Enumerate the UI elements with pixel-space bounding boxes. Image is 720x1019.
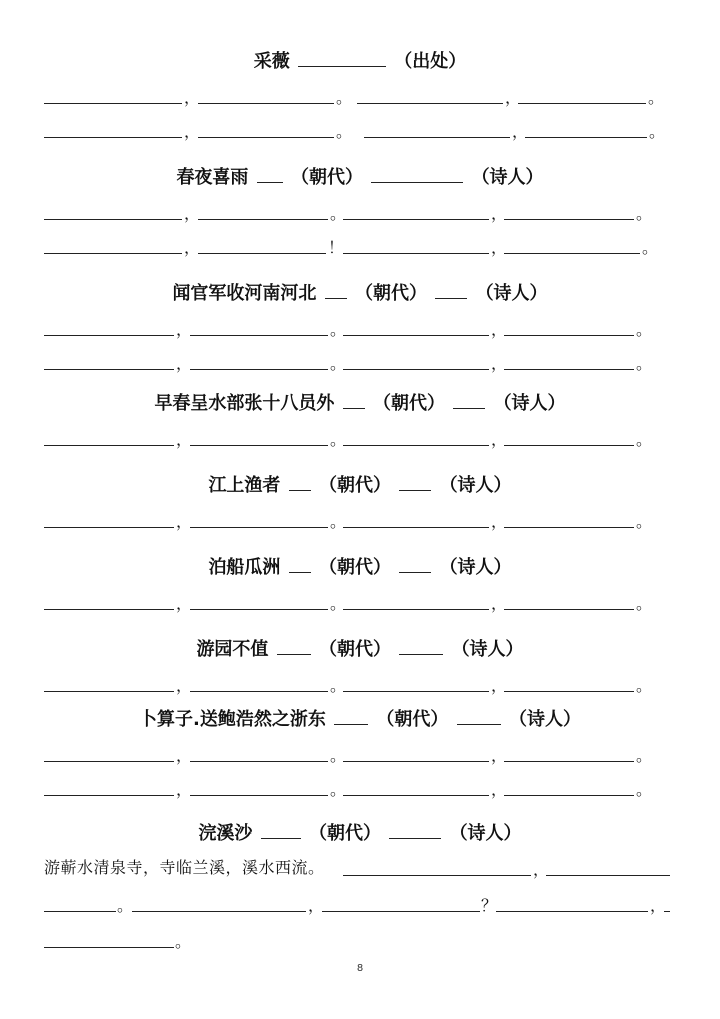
answer-blank[interactable] [190,690,328,692]
poem-title-text: 春夜喜雨 [176,167,249,188]
answer-blank[interactable] [44,252,182,254]
answer-blank[interactable] [343,368,489,370]
answer-row [0,744,720,766]
period: 。 [330,780,347,799]
comma: ， [308,896,325,915]
dynasty-blank[interactable] [334,708,368,725]
poet-label: （诗人） [508,709,581,730]
poem-title-text: 浣溪沙 [198,823,253,844]
answer-blank[interactable] [198,252,326,254]
answer-blank[interactable] [44,102,182,104]
dynasty-label: （朝代） [319,475,391,496]
dynasty-label: （朝代） [355,283,427,304]
poem-title-text: 采薇 [253,51,290,72]
dynasty-blank[interactable] [289,474,311,491]
poet-label: （诗人） [449,823,522,844]
answer-blank[interactable] [198,136,334,138]
comma: ， [491,780,508,799]
comma: ， [176,512,193,531]
answer-blank[interactable] [664,910,670,912]
poem-title-text: 闻官军收河南河北 [172,283,317,304]
answer-blank[interactable] [322,910,480,912]
dynasty-blank[interactable] [289,556,311,573]
answer-row [0,86,720,108]
answer-row [0,428,720,450]
answer-blank[interactable] [132,910,306,912]
poet-label: （诗人） [451,639,524,660]
answer-blank[interactable] [343,874,531,876]
answer-blank[interactable] [44,690,174,692]
period: 。 [636,430,653,449]
period: 。 [636,594,653,613]
comma: ， [176,320,193,339]
period: 。 [175,932,192,951]
answer-blank[interactable] [190,444,328,446]
poem-title-chunye [0,166,720,189]
comma: ， [491,746,508,765]
source-blank[interactable] [298,50,386,67]
period: 。 [330,676,347,695]
answer-blank[interactable] [190,760,328,762]
answer-blank[interactable] [496,910,648,912]
poem-title-zaochun [0,392,720,415]
comma: ， [184,238,201,257]
poet-blank[interactable] [399,638,443,655]
dynasty-blank[interactable] [261,822,301,839]
answer-blank[interactable] [504,368,634,370]
poem-title-text: 卜算子.送鲍浩然之浙东 [139,709,326,730]
poet-label: （诗人） [439,475,512,496]
dynasty-blank[interactable] [343,392,365,409]
poet-label: （诗人） [471,167,544,188]
answer-blank[interactable] [190,368,328,370]
question-mark: ？ [481,896,498,915]
comma: ， [176,780,193,799]
comma: ， [491,238,508,257]
answer-blank[interactable] [357,102,503,104]
answer-blank[interactable] [525,136,647,138]
given-verse: 游蕲水清泉寺，寺临兰溪，溪水西流。 [44,858,325,877]
poem-title-wenguanjun [0,282,720,305]
answer-blank[interactable] [44,526,174,528]
poet-label: （诗人） [493,393,566,414]
answer-row [0,894,720,916]
answer-blank[interactable] [44,218,182,220]
period: 。 [636,780,653,799]
period: 。 [636,676,653,695]
answer-blank[interactable] [504,760,634,762]
answer-blank[interactable] [198,102,334,104]
period: 。 [330,594,347,613]
comma: ， [184,122,201,141]
comma: ， [184,204,201,223]
answer-blank[interactable] [343,526,489,528]
period: 。 [649,122,666,141]
poem-title-busuanzi [0,708,720,731]
answer-blank[interactable] [343,334,489,336]
answer-blank[interactable] [44,334,174,336]
answer-blank[interactable] [343,760,489,762]
answer-blank[interactable] [504,444,634,446]
period: 。 [330,320,347,339]
period: 。 [648,88,665,107]
answer-blank[interactable] [343,608,489,610]
poem-title-youyuan [0,638,720,661]
period: 。 [636,512,653,531]
answer-blank[interactable] [44,946,174,948]
answer-blank[interactable] [343,794,489,796]
poem-title-caiwei [0,50,720,73]
answer-blank[interactable] [504,334,634,336]
period: 。 [330,204,347,223]
answer-blank[interactable] [518,102,646,104]
poem-title-text: 江上渔者 [208,475,281,496]
poet-label: （诗人） [475,283,548,304]
comma: ， [176,354,193,373]
answer-blank[interactable] [504,526,634,528]
dynasty-blank[interactable] [277,638,311,655]
comma: ， [491,676,508,695]
page-number: 8 [356,963,364,974]
comma: ， [505,88,522,107]
answer-row [0,352,720,374]
dynasty-label: （朝代） [376,709,449,730]
poet-blank[interactable] [399,556,431,573]
answer-row [0,318,720,340]
dynasty-label: （朝代） [319,557,391,578]
poem-title-text: 游园不值 [196,639,269,660]
period: 。 [330,354,347,373]
period: 。 [636,320,653,339]
answer-blank[interactable] [190,608,328,610]
answer-blank[interactable] [546,874,670,876]
answer-blank[interactable] [504,218,634,220]
answer-row [0,858,720,880]
comma: ， [533,860,550,879]
comma: ， [491,204,508,223]
answer-row [0,778,720,800]
period: 。 [636,204,653,223]
period: 。 [117,896,134,915]
answer-row [0,120,720,142]
answer-blank[interactable] [44,760,174,762]
source-label: （出处） [394,51,467,72]
comma: ， [491,512,508,531]
answer-blank[interactable] [504,252,640,254]
answer-blank[interactable] [44,794,174,796]
dynasty-label: （朝代） [309,823,381,844]
poet-blank[interactable] [399,474,431,491]
comma: ， [176,746,193,765]
answer-row [0,592,720,614]
poem-title-huanxisha [0,822,720,845]
period: 。 [336,122,353,141]
answer-blank[interactable] [343,690,489,692]
period: 。 [330,512,347,531]
poem-title-jiangshang [0,474,720,497]
answer-blank[interactable] [198,218,328,220]
answer-blank[interactable] [44,608,174,610]
answer-row [0,236,720,258]
answer-blank[interactable] [504,608,634,610]
dynasty-label: （朝代） [319,639,391,660]
exclamation: ！ [328,238,345,257]
answer-blank[interactable] [44,368,174,370]
answer-blank[interactable] [343,444,489,446]
period: 。 [636,746,653,765]
answer-blank[interactable] [364,136,510,138]
dynasty-label: （朝代） [291,167,363,188]
comma: ， [491,594,508,613]
comma: ， [176,430,193,449]
comma: ， [176,594,193,613]
poet-blank[interactable] [435,282,467,299]
poem-title-bochuan [0,556,720,579]
dynasty-blank[interactable] [325,282,347,299]
answer-blank[interactable] [504,690,634,692]
period: 。 [642,238,659,257]
comma: ， [650,896,667,915]
comma: ， [176,676,193,695]
poem-title-text: 早春呈水部张十八员外 [154,393,335,414]
answer-blank[interactable] [190,794,328,796]
poet-blank[interactable] [371,166,463,183]
poet-blank[interactable] [453,392,485,409]
answer-blank[interactable] [44,910,116,912]
period: 。 [336,88,353,107]
answer-blank[interactable] [44,444,174,446]
answer-row [0,510,720,532]
answer-blank[interactable] [190,526,328,528]
answer-row [0,674,720,696]
poet-blank[interactable] [457,708,501,725]
comma: ， [491,320,508,339]
answer-blank[interactable] [343,218,489,220]
comma: ， [491,430,508,449]
period: 。 [636,354,653,373]
period: 。 [330,430,347,449]
period: 。 [330,746,347,765]
comma: ， [512,122,529,141]
poet-label: （诗人） [439,557,512,578]
comma: ， [491,354,508,373]
poet-blank[interactable] [389,822,441,839]
comma: ， [184,88,201,107]
poem-title-text: 泊船瓜洲 [208,557,281,578]
answer-blank[interactable] [190,334,328,336]
dynasty-label: （朝代） [373,393,445,414]
answer-blank[interactable] [504,794,634,796]
answer-row [0,930,720,952]
dynasty-blank[interactable] [257,166,283,183]
answer-row [0,202,720,224]
answer-blank[interactable] [343,252,489,254]
answer-blank[interactable] [44,136,182,138]
